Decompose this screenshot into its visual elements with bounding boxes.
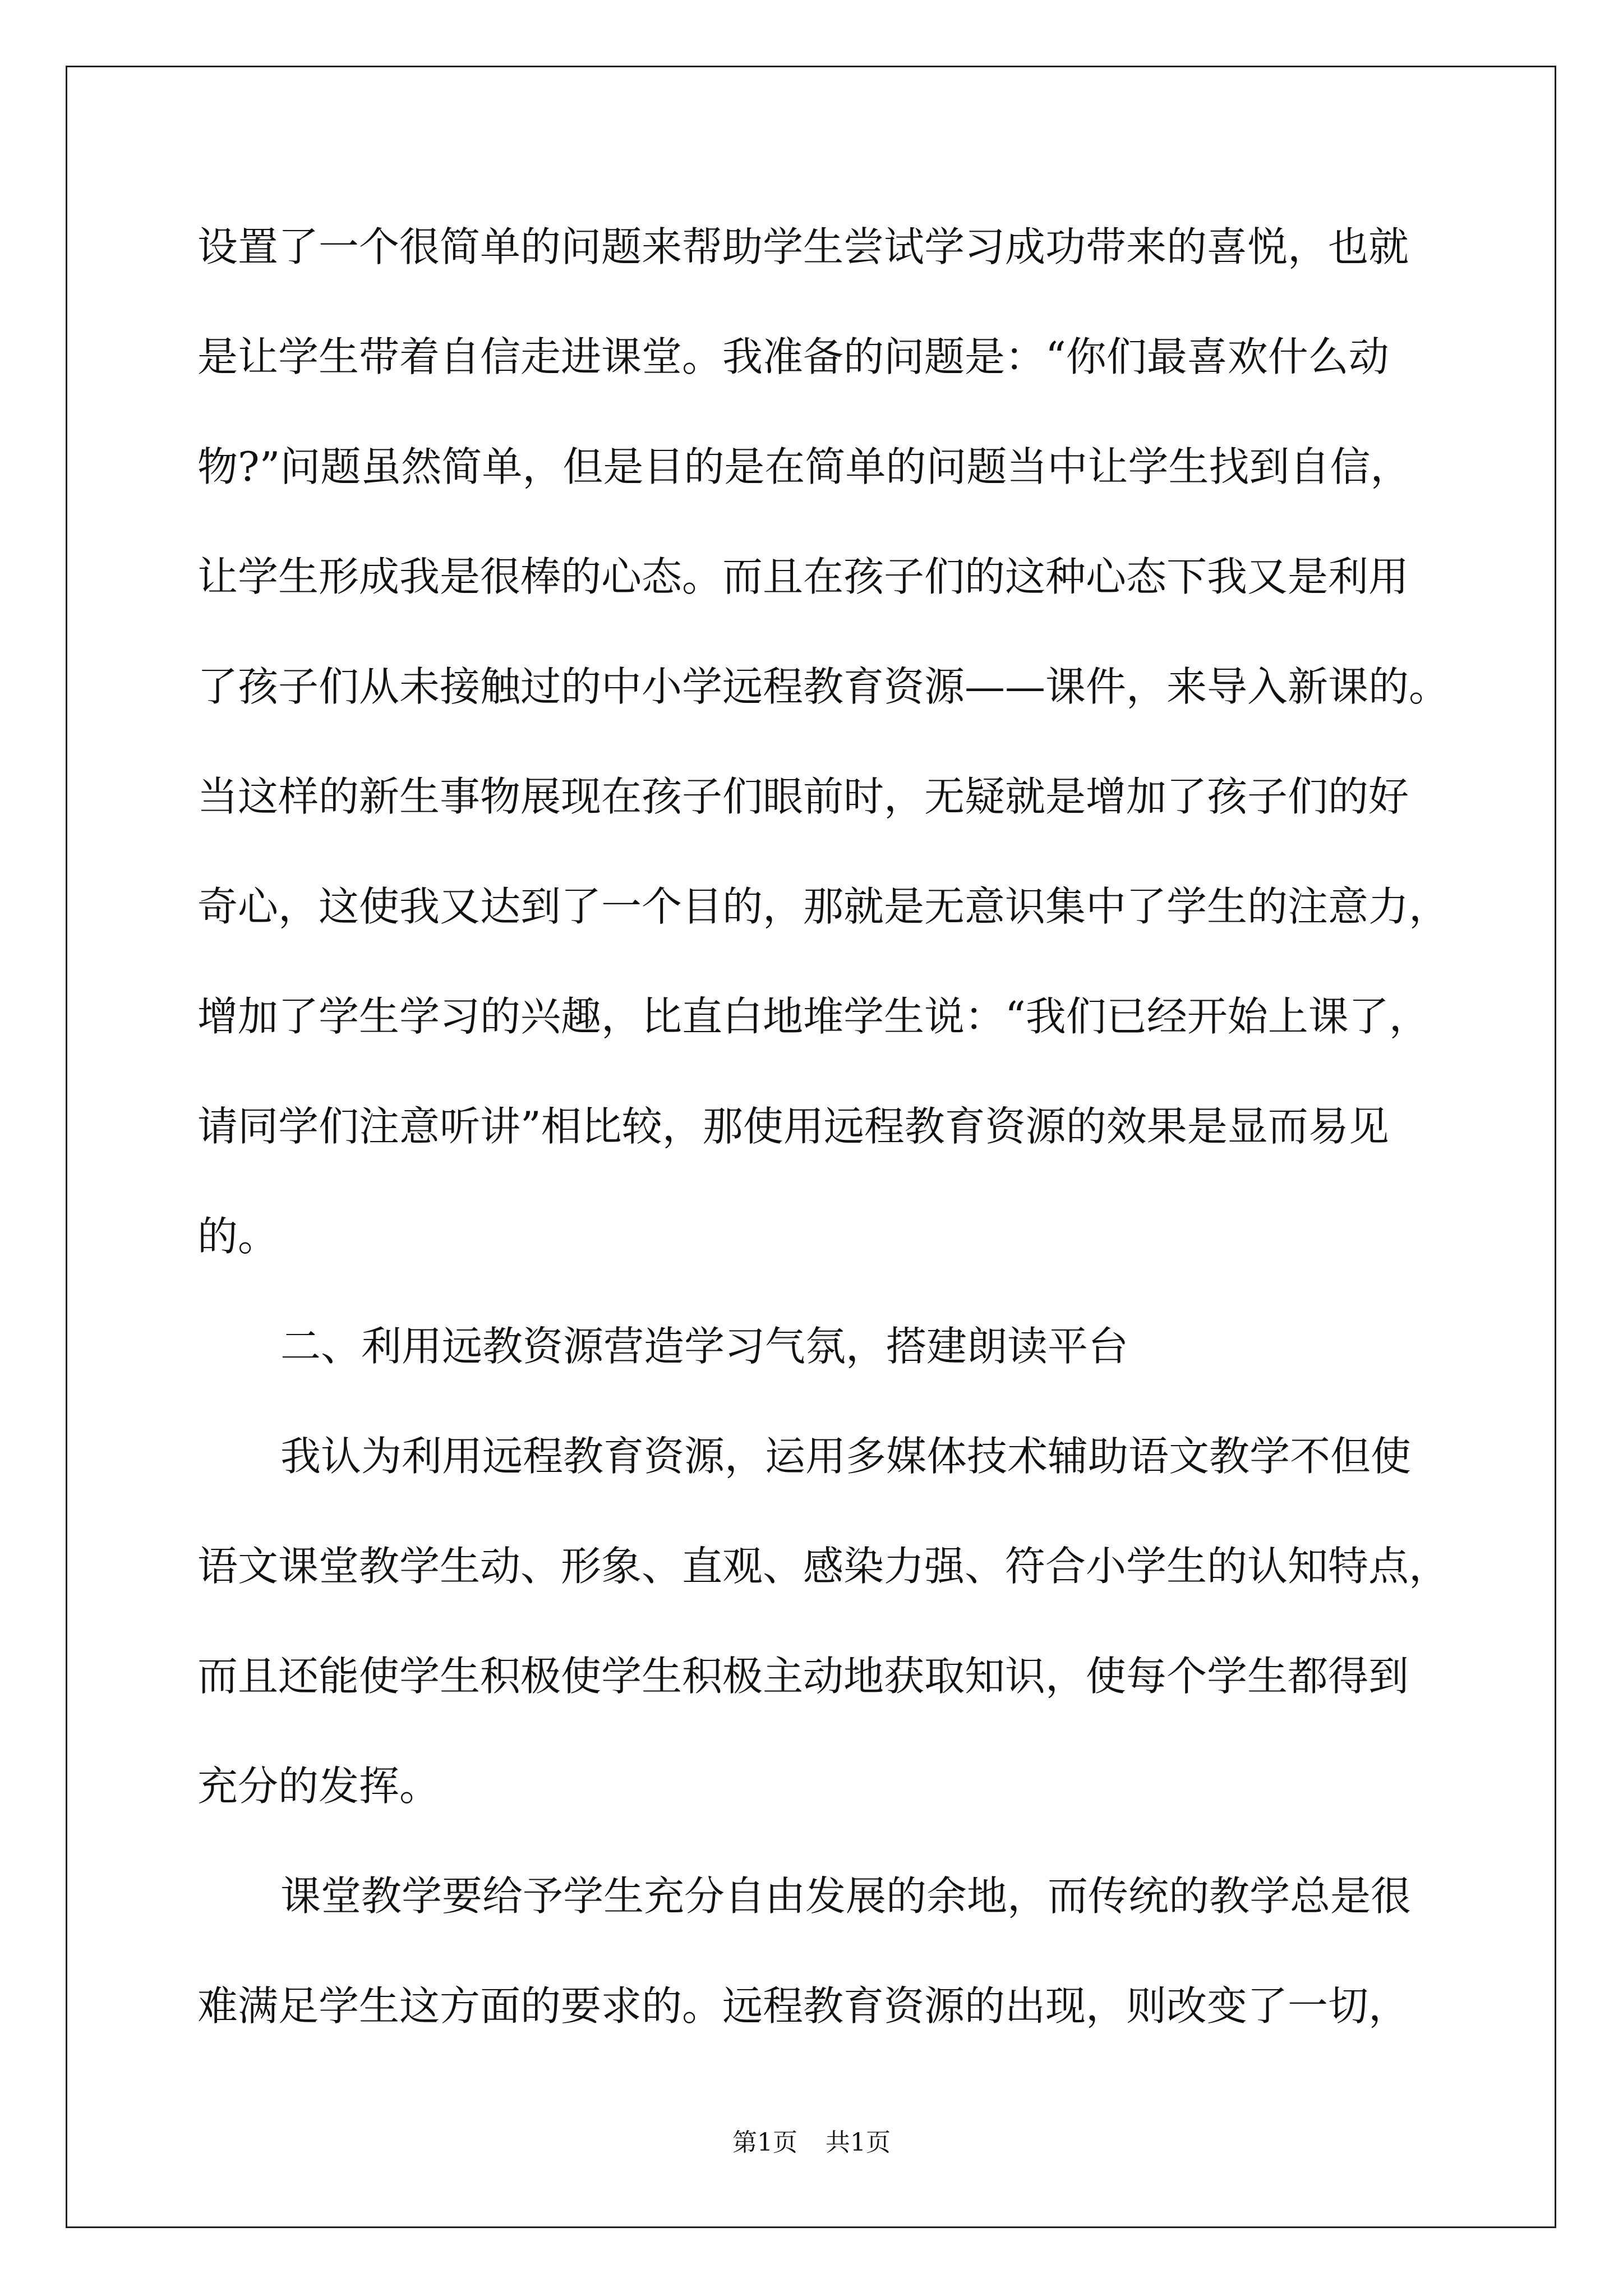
- text-line: 了孩子们从未接触过的中小学远程教育资源——课件，来导入新课的。: [197, 663, 1450, 710]
- page-footer: [0, 2126, 1623, 2160]
- text-line: 难满足学生这方面的要求的。远程教育资源的出现，则改变了一切，: [197, 1982, 1409, 2030]
- text-line: 而且还能使学生积极使学生积极主动地获取知识，使每个学生都得到: [197, 1653, 1409, 1700]
- text-line: 我认为利用远程教育资源，运用多媒体技术辅助语文教学不但使: [280, 1433, 1412, 1480]
- text-line: 是让学生带着自信走进课堂。我准备的问题是：“你们最喜欢什么动: [197, 333, 1389, 380]
- text-line: 当这样的新生事物展现在孩子们眼前时，无疑就是增加了孩子们的好: [197, 773, 1409, 820]
- text-line: 物?”问题虽然简单，但是目的是在简单的问题当中让学生找到自信，: [197, 443, 1411, 490]
- page-total: 共1页: [826, 2128, 891, 2157]
- text-line: 让学生形成我是很棒的心态。而且在孩子们的这种心态下我又是利用: [197, 553, 1409, 600]
- text-line: 课堂教学要给予学生充分自由发展的余地，而传统的教学总是很: [280, 1872, 1412, 1920]
- text-line: 请同学们注意听讲”相比较，那使用远程教育资源的效果是显而易见: [197, 1103, 1389, 1150]
- text-line: 的。: [197, 1213, 279, 1260]
- section-heading: 二、利用远教资源营造学习气氛，搭建朗读平台: [280, 1323, 1129, 1370]
- text-line: 充分的发挥。: [197, 1763, 440, 1810]
- text-line: 设置了一个很简单的问题来帮助学生尝试学习成功带来的喜悦，也就: [197, 223, 1409, 270]
- text-line: 奇心，这使我又达到了一个目的，那就是无意识集中了学生的注意力，: [197, 883, 1450, 930]
- text-line: 增加了学生学习的兴趣，比直白地堆学生说：“我们已经开始上课了，: [197, 993, 1430, 1040]
- page-number: 第1页: [732, 2128, 797, 2157]
- text-line: 语文课堂教学生动、形象、直观、感染力强、符合小学生的认知特点，: [197, 1543, 1450, 1590]
